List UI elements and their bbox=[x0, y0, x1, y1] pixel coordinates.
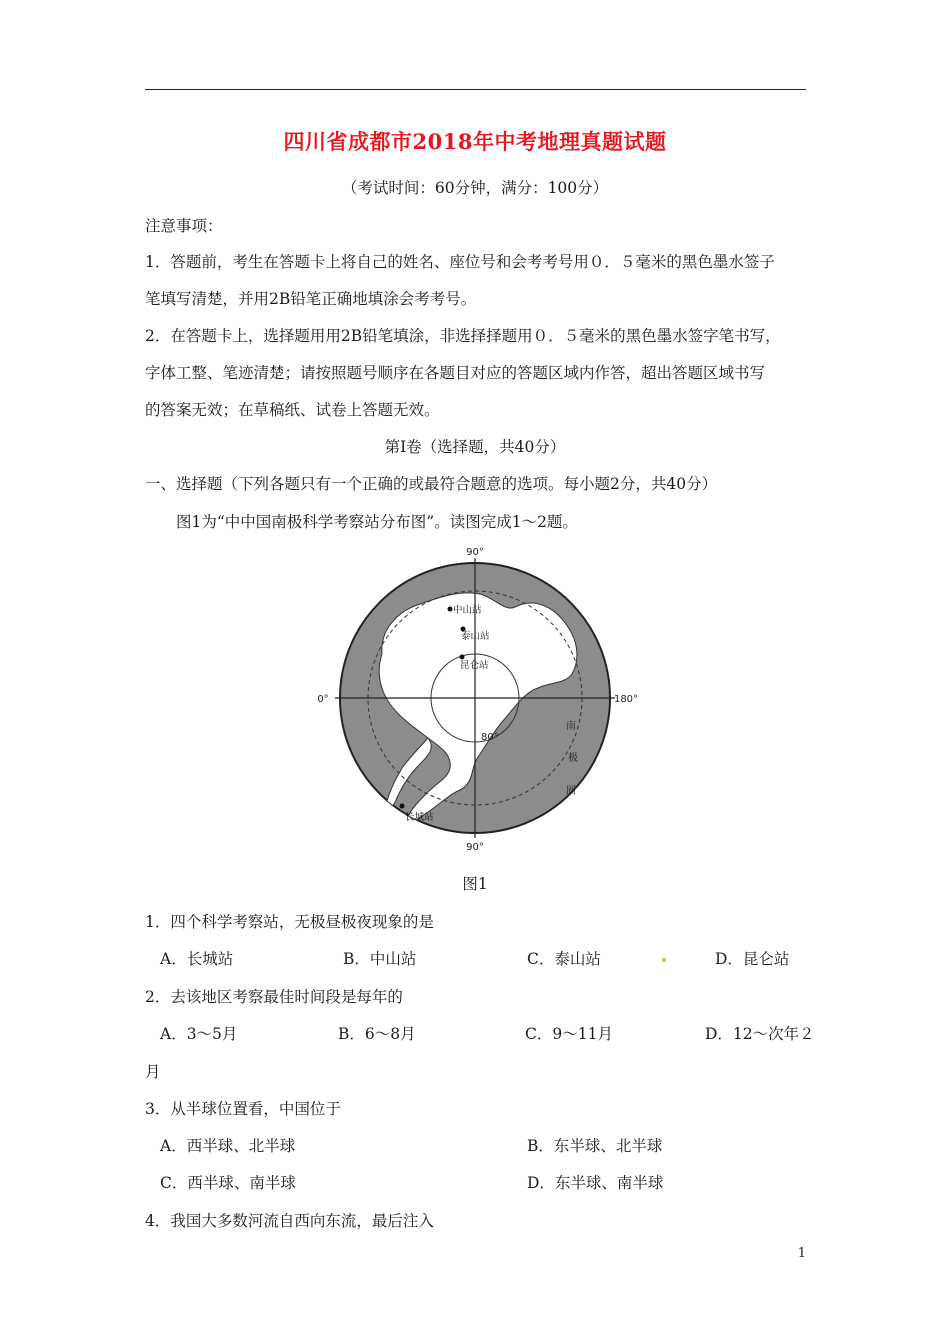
notes-line-2: 笔填写清楚，并用2B铅笔正确地填涂会考考号。 bbox=[145, 290, 477, 308]
q2-option-a[interactable]: A．3～5月 bbox=[160, 1025, 238, 1043]
part-one-heading: 一、选择题（下列各题只有一个正确的或最符合题意的选项。每小题2分，共40分） bbox=[145, 475, 718, 493]
q2-option-c[interactable]: C．9～11月 bbox=[525, 1025, 613, 1043]
stray-dot bbox=[662, 958, 666, 962]
page-number: 1 bbox=[797, 1246, 806, 1261]
label-80: 80° bbox=[481, 732, 499, 743]
zhongshan-station-label: 中山站 bbox=[453, 605, 482, 616]
notes-line-4: 字体工整、笔迹清楚；请按照题号顺序在各题目对应的答题区域内作答，超出答题区域书写 bbox=[145, 364, 766, 382]
q1-option-d[interactable]: D．昆仑站 bbox=[715, 950, 790, 968]
header-rule bbox=[145, 89, 806, 90]
question-3-stem: 3．从半球位置看，中国位于 bbox=[145, 1100, 341, 1118]
label-180: 180° bbox=[613, 694, 639, 705]
section-title: 第Ⅰ卷（选择题，共40分） bbox=[384, 438, 566, 456]
figure-intro: 图1为“中中国南极科学考察站分布图”。读图完成1～2题。 bbox=[176, 513, 578, 531]
q3-option-d[interactable]: D．东半球、南半球 bbox=[527, 1174, 664, 1192]
label-0: 0° bbox=[317, 694, 329, 705]
q1-option-a[interactable]: A．长城站 bbox=[160, 950, 234, 968]
label-90-bottom: 90° bbox=[466, 842, 484, 853]
taishan-station-label: 泰山站 bbox=[461, 631, 490, 642]
notes-line-5: 的答案无效；在草稿纸、试卷上答题无效。 bbox=[145, 401, 440, 419]
notes-line-3: 2．在答题卡上，选择题用用2B铅笔填涂，非选择择题用０．５毫米的黑色墨水签字笔书写， bbox=[145, 327, 781, 345]
changcheng-station-label: 长城站 bbox=[405, 812, 434, 823]
q2-option-d[interactable]: D．12～次年２ bbox=[705, 1025, 815, 1043]
notes-line-1: 1．答题前，考生在答题卡上将自己的姓名、座位号和会考考号用０．５毫米的黑色墨水签子 bbox=[145, 253, 775, 271]
question-1-stem: 1．四个科学考察站，无极昼极夜现象的是 bbox=[145, 913, 434, 931]
kunlun-station-marker bbox=[460, 655, 465, 660]
antarctica-map bbox=[310, 542, 640, 854]
antarctic-circle-char-3: 圈 bbox=[566, 786, 576, 797]
notes-heading: 注意事项： bbox=[145, 217, 223, 235]
page-title: 四川省成都市2018年中考地理真题试题 bbox=[283, 129, 667, 154]
q2-option-b[interactable]: B．6～8月 bbox=[338, 1025, 416, 1043]
changcheng-station-marker bbox=[400, 804, 405, 809]
exam-info: （考试时间：60分钟，满分：100分） bbox=[341, 179, 609, 197]
label-90-top: 90° bbox=[466, 547, 484, 558]
zhongshan-station-marker bbox=[448, 607, 453, 612]
question-2-stem: 2．去该地区考察最佳时间段是每年的 bbox=[145, 988, 403, 1006]
antarctic-circle-char-1: 南 bbox=[566, 721, 576, 732]
q3-option-a[interactable]: A．西半球、北半球 bbox=[160, 1137, 296, 1155]
figure-caption: 图1 bbox=[462, 875, 488, 893]
q2-option-d-wrap: 月 bbox=[145, 1063, 161, 1081]
q1-option-b[interactable]: B．中山站 bbox=[343, 950, 417, 968]
q1-option-c[interactable]: C．泰山站 bbox=[527, 950, 601, 968]
question-4-stem: 4．我国大多数河流自西向东流，最后注入 bbox=[145, 1212, 434, 1230]
q3-option-b[interactable]: B．东半球、北半球 bbox=[527, 1137, 663, 1155]
antarctic-circle-char-2: 极 bbox=[568, 753, 578, 764]
q3-option-c[interactable]: C．西半球、南半球 bbox=[160, 1174, 296, 1192]
kunlun-station-label: 昆仑站 bbox=[460, 660, 489, 671]
